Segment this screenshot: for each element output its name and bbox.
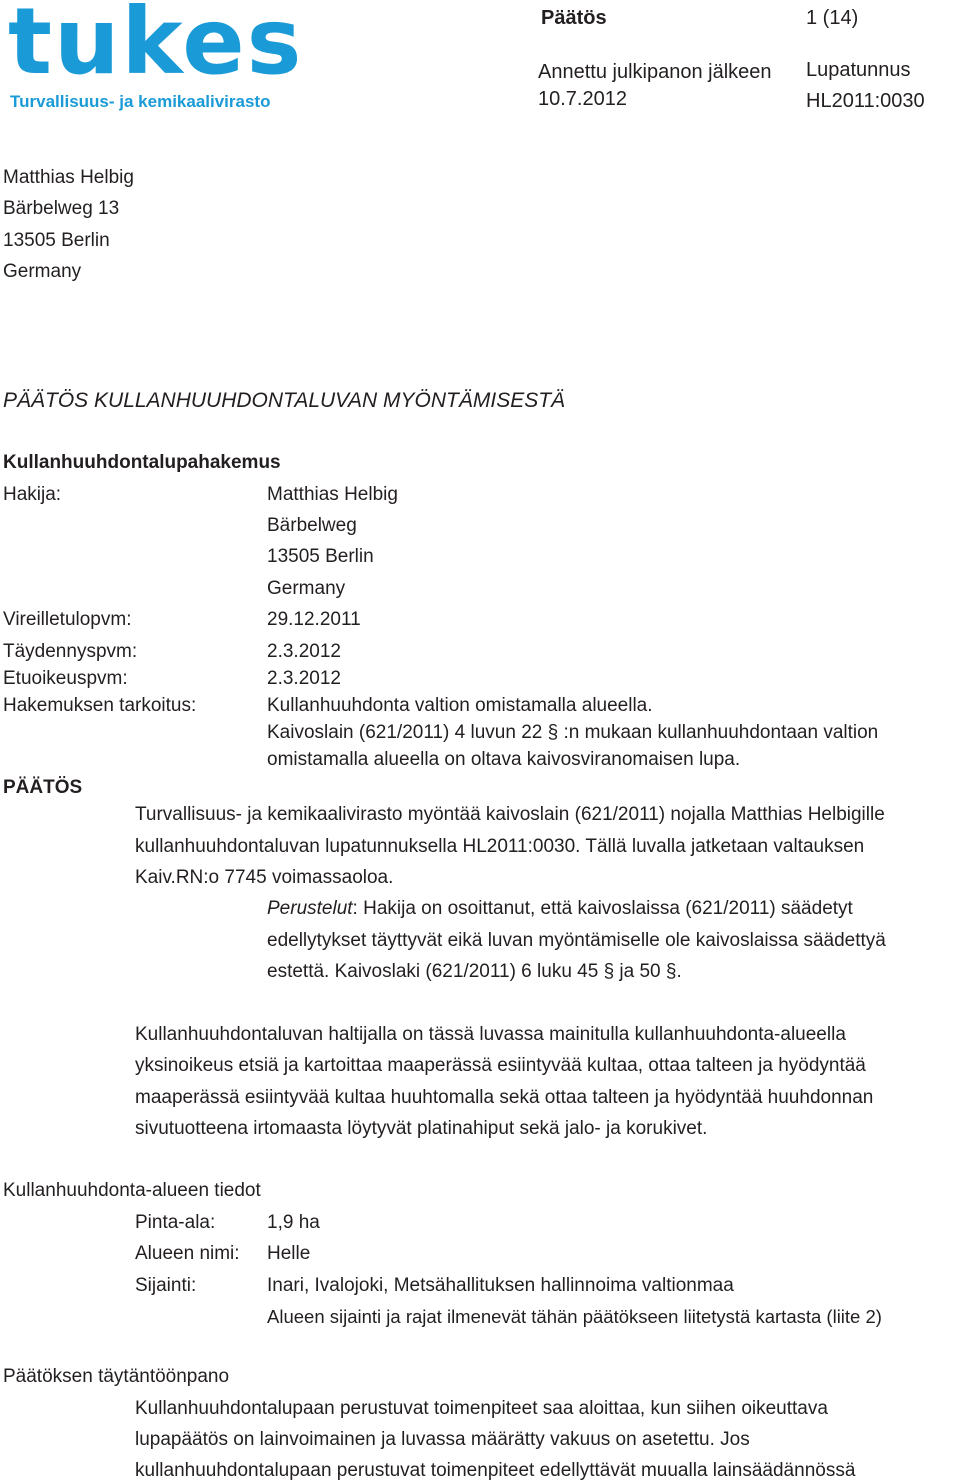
decision-line-2: kullanhuuhdontaluvan lupatunnuksella HL2011:0030. Tällä luvalla jatketaan valtauksen (135, 836, 865, 857)
applicant-label: Hakija: (3, 484, 62, 505)
applicant-street: Bärbelweg (267, 515, 357, 536)
purpose-line-2: Kaivoslain (621/2011) 4 luvun 22 § :n mukaan kullanhuuhdontaan valtion (267, 722, 879, 743)
grounds-line-1 (267, 898, 853, 921)
rights-line-3: maaperässä esiintyvää kultaa huuhtomalla sekä ottaa talteen ja hyödyntää huuhdonnan (135, 1087, 874, 1108)
completed-value: 2.3.2012 (267, 641, 341, 662)
purpose-label: Hakemuksen tarkoitus: (3, 695, 197, 716)
priority-value: 2.3.2012 (267, 668, 341, 689)
decision-line-3: Kaiv.RN:o 7745 voimassaoloa. (135, 867, 394, 888)
permit-label: Lupatunnus (806, 59, 911, 81)
applicant-city: 13505 Berlin (267, 546, 374, 567)
grounds-line-3: estettä. Kaivoslaki (621/2011) 6 luku 45 § ja 50 §. (267, 961, 682, 982)
issued-label: Annettu julkipanon jälkeen (538, 61, 772, 83)
area-location-value: Inari, Ivalojoki, Metsähallituksen hallinnoima valtionmaa (267, 1275, 734, 1296)
logo-tagline: Turvallisuus- ja kemikaalivirasto (10, 92, 271, 111)
page-title: PÄÄTÖS KULLANHUUHDONTALUVAN MYÖNTÄMISESTÄ (3, 389, 566, 412)
grounds-label: Perustelut (267, 898, 353, 919)
recipient-country: Germany (3, 261, 82, 282)
rights-line-2: yksinoikeus etsiä ja kartoittaa maaperässä esiintyvää kultaa, ottaa talteen ja hyödyntää (135, 1055, 866, 1076)
recipient-street: Bärbelweg 13 (3, 198, 120, 219)
page-number: 1 (14) (806, 7, 859, 29)
issued-date: 10.7.2012 (538, 88, 627, 110)
doc-type: Päätös (541, 7, 607, 29)
permit-id: HL2011:0030 (806, 90, 925, 112)
area-heading: Kullanhuuhdonta-alueen tiedot (3, 1180, 261, 1201)
area-name-value: Helle (267, 1243, 311, 1264)
completed-label: Täydennyspvm: (3, 641, 138, 662)
enforcement-line-1: Kullanhuuhdontalupaan perustuvat toimenpiteet saa aloittaa, kun siihen oikeuttava (135, 1398, 828, 1419)
enforcement-line-2: lupapäätös on lainvoimainen ja luvassa määrätty vakuus on asetettu. Jos (135, 1429, 750, 1450)
area-location-label: Sijainti: (135, 1275, 197, 1296)
applicant-name: Matthias Helbig (267, 484, 398, 505)
recipient-city: 13505 Berlin (3, 230, 110, 251)
priority-label: Etuoikeuspvm: (3, 668, 128, 689)
purpose-line-1: Kullanhuuhdonta valtion omistamalla alueella. (267, 695, 653, 716)
filed-value: 29.12.2011 (267, 609, 361, 630)
area-location-note: Alueen sijainti ja rajat ilmenevät tähän päätökseen liitetystä kartasta (liite 2) (267, 1306, 882, 1327)
logo-wordmark: tukes (8, 0, 304, 95)
enforcement-heading: Päätöksen täytäntöönpano (3, 1366, 230, 1387)
recipient-name: Matthias Helbig (3, 167, 134, 188)
application-heading: Kullanhuuhdontalupahakemus (3, 452, 281, 473)
enforcement-line-3: kullanhuuhdontalupaan perustuvat toimenpiteet edellyttävät muualla lainsäädännössä (135, 1460, 856, 1481)
rights-line-1: Kullanhuuhdontaluvan haltijalla on tässä luvassa mainitulla kullanhuuhdonta-alueella (135, 1024, 846, 1045)
area-size-value: 1,9 ha (267, 1212, 320, 1233)
decision-heading: PÄÄTÖS (3, 777, 83, 798)
area-name-label: Alueen nimi: (135, 1243, 240, 1264)
filed-label: Vireilletulopvm: (3, 609, 132, 630)
grounds-text: : Hakija on osoittanut, että kaivoslaissa (621/2011) säädetyt (352, 898, 853, 919)
purpose-line-3: omistamalla alueella on oltava kaivosviranomaisen lupa. (267, 749, 741, 770)
grounds-line-2: edellytykset täyttyvät eikä luvan myöntämiselle ole kaivoslaissa säädettyä (267, 930, 886, 951)
area-size-label: Pinta-ala: (135, 1212, 216, 1233)
applicant-country: Germany (267, 578, 346, 599)
tukes-logo (8, 0, 304, 114)
decision-line-1: Turvallisuus- ja kemikaalivirasto myöntää kaivoslain (621/2011) nojalla Matthias Helbigille (135, 804, 885, 825)
rights-line-4: sivutuotteena irtomaasta löytyvät platinahiput sekä jalo- ja korukivet. (135, 1118, 708, 1139)
